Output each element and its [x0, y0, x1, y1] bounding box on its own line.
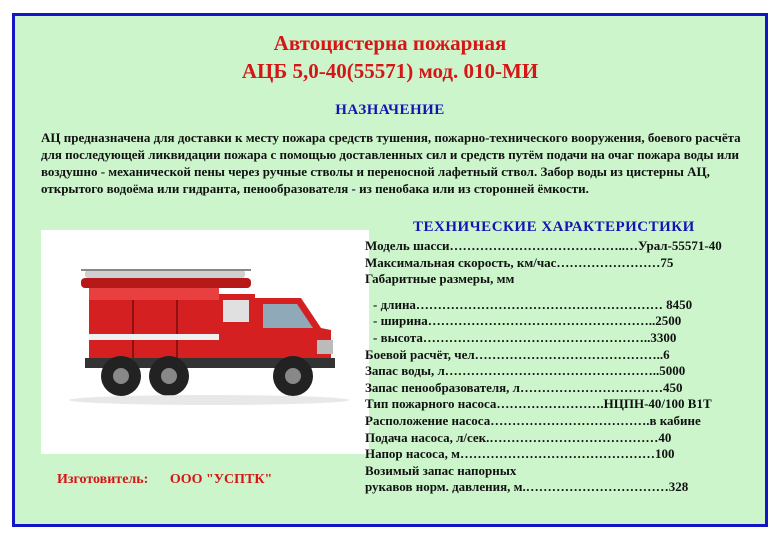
- poster-title-line2: АЦБ 5,0-40(55571) мод. 010-МИ: [241, 59, 539, 83]
- spec-spacer: [365, 288, 755, 297]
- spec-row: Модель шасси…………………………………..…Урал-55571-40: [365, 238, 722, 253]
- spec-row: Максимальная скорость, км/час……………………75: [365, 254, 674, 270]
- specs-heading: ТЕХНИЧЕСКИЕ ХАРАКТЕРИСТИКИ: [413, 219, 695, 235]
- spec-row: Напор насоса, м………………………………………100: [365, 446, 675, 462]
- specs-list: [365, 238, 755, 496]
- spec-row: рукавов норм. давления, м.……………………………328: [365, 479, 689, 495]
- spec-row: Расположение насоса……………………………….в кабине: [365, 412, 701, 428]
- spec-row: Тип пожарного насоса…………………….НЦПН-40/100 В1Т: [365, 396, 712, 412]
- fire-truck-icon: [41, 230, 369, 454]
- spec-row: Боевой расчёт, чел……………………………………..6: [365, 346, 670, 362]
- purpose-heading: НАЗНАЧЕНИЕ: [335, 102, 445, 118]
- spec-row: Возимый запас напорных: [365, 462, 517, 478]
- spec-row: - ширина……………………………………………..2500: [373, 313, 682, 329]
- spec-row: Габаритные размеры, мм: [365, 271, 515, 287]
- spec-row: - длина………………………………………………… 8450: [373, 296, 693, 312]
- spec-row: Подача насоса, л/сек.…………………………………40: [365, 429, 672, 445]
- info-poster: [12, 13, 768, 527]
- manufacturer: [57, 472, 272, 488]
- purpose-text: АЦ предназначена для доставки к месту пожара средств тушения, пожарно-технического вооружения, боевого расчёта для последующей ликвидации пожара с помощью доставленных сил и средств путём подачи на очаг пожара воды или воздушно - механической пены через ручные стволы и переносной лафетный ствол. Забор воды из цистерны АЦ, открытого водоёма или гидранта, пенообразователя - из пенобака или из сторонней ёмкости.: [41, 130, 741, 196]
- fire-truck-photo: [41, 230, 369, 454]
- poster-title-line1: Автоцистерна пожарная: [273, 31, 507, 55]
- manufacturer-label: Изготовитель:: [57, 472, 149, 487]
- manufacturer-name: ООО "УСПТК": [169, 472, 273, 487]
- spec-row: Запас воды, л…………………………………………..5000: [365, 363, 686, 379]
- spec-row: Запас пенообразователя, л……………………………450: [365, 379, 683, 395]
- spec-row: - высота……………………………………………..3300: [373, 329, 677, 345]
